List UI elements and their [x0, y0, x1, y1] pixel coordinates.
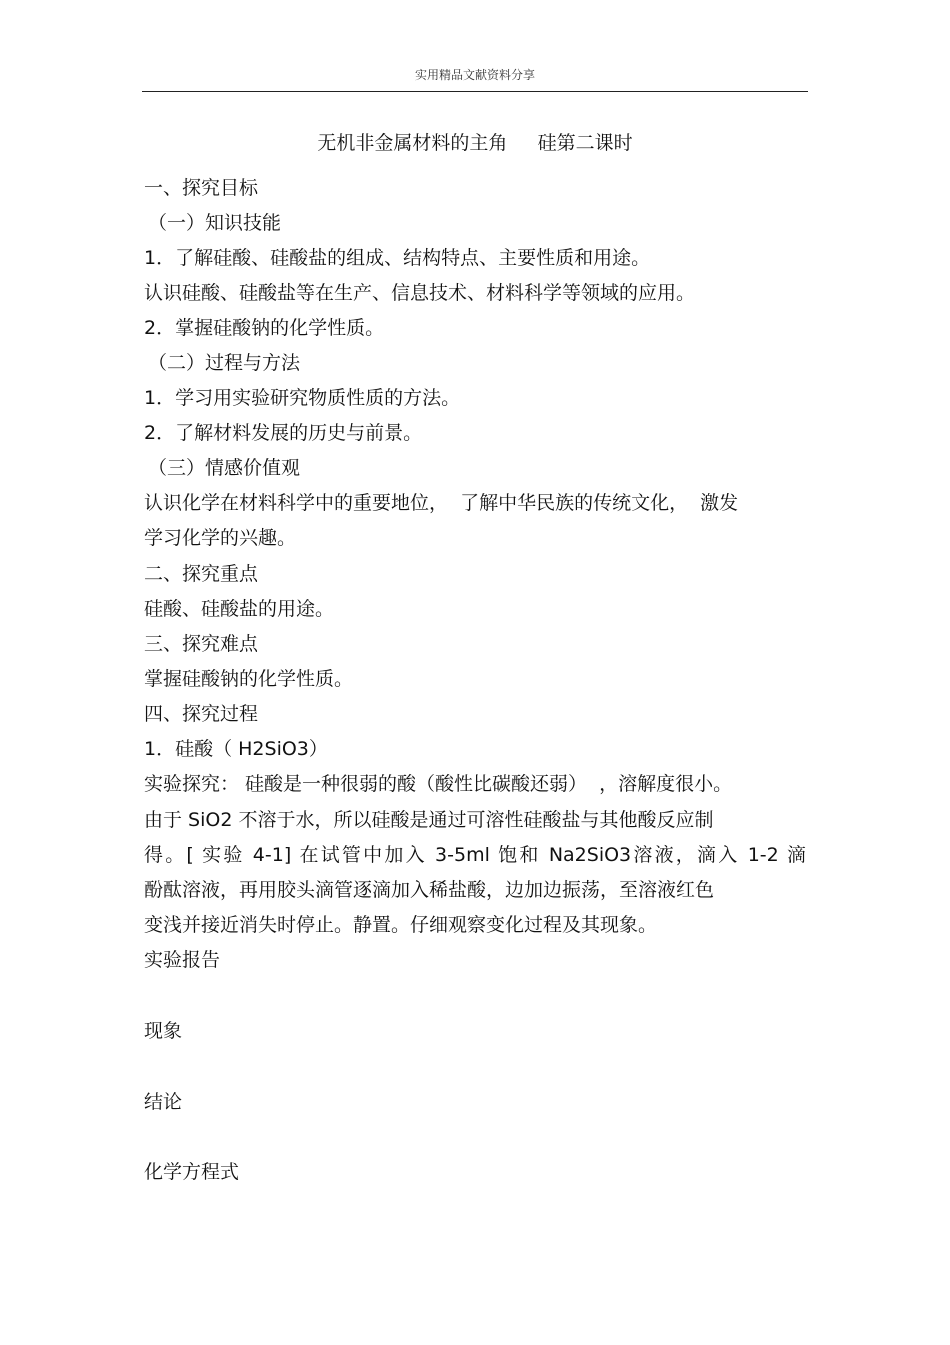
section-heading-difficulty: 三、探究难点: [144, 633, 259, 655]
paragraph-line: 变浅并接近消失时停止。静置。仔细观察变化过程及其现象。: [144, 914, 658, 936]
paragraph-line: 学习化学的兴趣。: [144, 527, 297, 549]
paragraph-line: 认识硅酸、硅酸盐等在生产、信息技术、材料科学等领域的应用。: [144, 282, 696, 304]
paragraph-line: 2．掌握硅酸钠的化学性质。: [144, 317, 385, 339]
report-heading: 实验报告: [144, 949, 221, 971]
paragraph-line: 硅酸、硅酸盐的用途。: [144, 598, 335, 620]
report-field-equation: 化学方程式: [144, 1161, 240, 1183]
document-title: 无机非金属材料的主角 硅第二课时: [317, 132, 633, 154]
paragraph-line: 掌握硅酸钠的化学性质。: [144, 668, 354, 690]
paragraph-line: 认识化学在材料科学中的重要地位， 了解中华民族的传统文化， 激发: [144, 492, 739, 514]
paragraph-line: 实验探究： 硅酸是一种很弱的酸（酸性比碳酸还弱） ，溶解度很小。: [144, 773, 733, 795]
subsection-values: （三）情感价值观: [148, 457, 301, 479]
paragraph-line: 2．了解材料发展的历史与前景。: [144, 422, 423, 444]
report-field-conclusion: 结论: [144, 1091, 183, 1113]
paragraph-line: 得。[ 实验 4-1] 在试管中加入 3-5ml 饱和 Na2SiO3溶液，滴入 1-2 滴: [144, 844, 806, 866]
paragraph-line: 1．了解硅酸、硅酸盐的组成、结构特点、主要性质和用途。: [144, 247, 651, 269]
page-header: 实用精品文献资料分享: [414, 68, 535, 82]
section-heading-goals: 一、探究目标: [144, 177, 259, 199]
paragraph-line: 酚酞溶液，再用胶头滴管逐滴加入稀盐酸，边加边振荡，至溶液红色: [144, 879, 715, 901]
section-heading-focus: 二、探究重点: [144, 563, 259, 585]
paragraph-line: 1．学习用实验研究物质性质的方法。: [144, 387, 461, 409]
subsection-process: （二）过程与方法: [148, 352, 301, 374]
subsection-knowledge: （一）知识技能: [148, 212, 282, 234]
header-divider: [142, 91, 808, 92]
paragraph-line: 1．硅酸（ H2SiO3）: [144, 738, 328, 760]
report-field-phenomenon: 现象: [144, 1020, 183, 1042]
section-heading-process: 四、探究过程: [144, 703, 259, 725]
paragraph-line: 由于 SiO2 不溶于水，所以硅酸是通过可溶性硅酸盐与其他酸反应制: [144, 809, 714, 831]
